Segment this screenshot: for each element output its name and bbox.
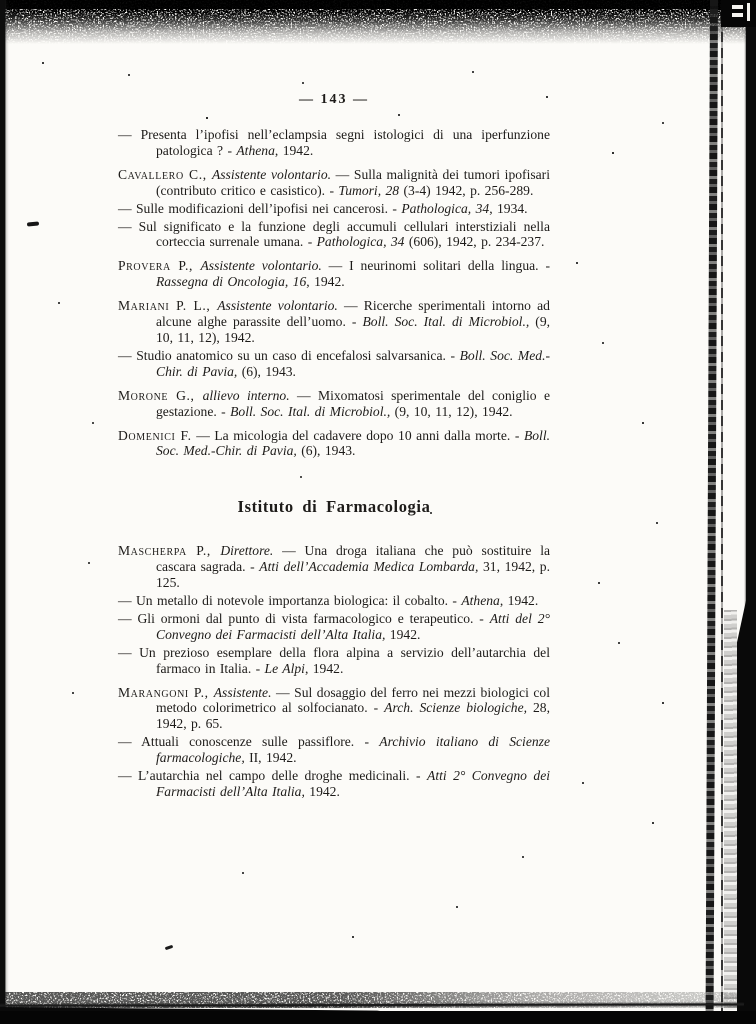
italic-text: Rassegna di Oncologia, 16	[156, 274, 307, 290]
entry-text: — Gli ormoni dal punto di vista farmacologico e terapeutico. -	[118, 610, 490, 626]
entry-text: 1942.	[385, 626, 421, 642]
author-name: Mascherpa P.,	[118, 543, 221, 559]
italic-text: Boll. Soc. Ital. di Microbiol.,	[362, 314, 530, 330]
entry-text: — Attuali conoscenze sulle passiflore. -	[118, 734, 380, 750]
italic-text: Assistente volontario.	[211, 166, 332, 182]
italic-text: Boll. Soc. Ital. di Microbiol.,	[230, 403, 391, 419]
entry-text: — Ricerche sperimentali intorno ad alcune alghe parassite dell’uomo. -	[156, 298, 550, 330]
entry-text: — Un metallo di notevole importanza biologica: il cobalto. -	[118, 593, 462, 609]
page-edge-right-bottom	[737, 600, 756, 1024]
italic-text: Le Alpi	[264, 660, 305, 676]
entry-text: , 1942.	[304, 660, 344, 676]
bibliography-entry	[118, 593, 550, 609]
scan-grain-texture	[0, 0, 756, 44]
italic-text: Assistente.	[213, 684, 272, 700]
bibliography-entry	[118, 388, 550, 420]
entry-text: — I neurinomi solitari della lingua. -	[321, 258, 550, 274]
author-name: Domenici F.	[118, 427, 192, 443]
italic-text: Atti 2° Convegno dei Farmacisti dell’Alta Italia,	[156, 768, 550, 799]
italic-text: Athena	[461, 593, 500, 609]
bibliography-entry	[118, 645, 550, 677]
ink-dash-mark	[27, 221, 39, 226]
italic-text: Atti del 2° Convegno dei Farmacisti dell’Alta Italia,	[156, 610, 550, 642]
italic-text: Archivio italiano di Scienze farmacologiche,	[156, 734, 550, 766]
italic-text: Direttore.	[220, 543, 274, 559]
corner-white-mark	[747, 3, 750, 21]
italic-text: Athena	[236, 142, 275, 158]
page-number: — 143 —	[299, 92, 369, 107]
entry-text: — Sul dosaggio del ferro nei mezzi biologici col metodo colorimetrico al solfocianato. -	[156, 684, 550, 716]
entry-text: — Un prezioso esemplare della flora alpina a servizio dell’autarchia del farmaco in Italia. -	[118, 644, 550, 676]
entry-text: 1942.	[304, 784, 340, 799]
bibliography-entry	[118, 734, 550, 766]
bibliography-entry	[118, 611, 550, 643]
bibliography-entry	[118, 543, 550, 591]
entry-text: II, 1942.	[244, 750, 297, 766]
bibliography-entry	[118, 167, 550, 199]
bibliography-entry	[118, 127, 550, 159]
page-edge-right-top	[746, 0, 756, 650]
scan-noise-top-band	[0, 0, 756, 44]
entry-text: — Presenta l’ipofisi nell’eclampsia segni istologici di una iperfunzione patologica ? -	[118, 127, 550, 158]
italic-text: Assistente volontario.	[217, 298, 338, 314]
entry-text: , 1934.	[489, 200, 528, 216]
author-name: Provera P.,	[118, 258, 201, 274]
author-name: Morone G.,	[118, 387, 203, 403]
entry-text: (9, 10, 11, 12), 1942.	[156, 314, 551, 345]
entry-text: — Sulle modificazioni dell’ipofisi nei cancerosi. -	[118, 200, 402, 216]
text-block	[118, 92, 550, 800]
bibliography	[118, 127, 550, 800]
italic-text: Pathologica, 34	[401, 200, 490, 216]
binding-thin-line	[721, 0, 723, 1024]
section-heading: Istituto di Farmacologia	[237, 497, 431, 517]
entry-text: , 1942.	[306, 274, 345, 290]
italic-text: Arch. Scienze biologiche,	[384, 700, 528, 716]
bibliography-entry	[118, 768, 550, 800]
page-edge-left-strip	[0, 0, 5, 1024]
entry-text: (6), 1943.	[296, 443, 356, 459]
entry-text: — La micologia del cadavere dopo 10 anni dalla morte. -	[191, 427, 524, 443]
page-edge-right-texture	[724, 610, 737, 1010]
entry-text: 28, 1942, p. 65.	[156, 700, 551, 732]
entry-text: — Studio anatomico su un caso di encefalosi salvarsanica. -	[118, 347, 460, 363]
bibliography-entry	[118, 201, 550, 217]
bibliography-entry	[118, 219, 550, 251]
italic-text: Atti dell’Accademia Medica Lombarda,	[259, 559, 479, 575]
italic-text: Tumori, 28	[338, 182, 400, 198]
bibliography-entry	[118, 258, 550, 290]
italic-text: Boll. Soc. Med.-Chir. di Pavia,	[156, 347, 550, 379]
ink-blot-mark	[165, 945, 174, 950]
entry-text: (9, 10, 11, 12), 1942.	[390, 403, 513, 419]
italic-text: Boll. Soc. Med.-Chir. di Pavia,	[156, 427, 550, 459]
entry-text: — Sul significato e la funzione degli accumuli cellulari interstiziali nella corteccia surrenale umana. -	[118, 218, 550, 250]
author-name: Marangoni P.,	[118, 684, 214, 700]
entry-text: — L’autarchia nel campo delle droghe medicinali. -	[118, 768, 428, 784]
bibliography-entry	[118, 298, 550, 346]
entry-text: , 1942.	[499, 593, 539, 609]
author-name: Mariani P. L.,	[118, 298, 218, 314]
corner-white-mark	[732, 5, 743, 9]
entry-text: (3-4) 1942, p. 256-289.	[399, 182, 534, 198]
author-name: Cavallero C.,	[118, 166, 212, 182]
entry-text: (6), 1943.	[237, 363, 296, 379]
scan-bottom-black-band	[0, 1011, 756, 1024]
italic-text: allievo interno.	[202, 387, 290, 403]
entry-text: — Sulla malignità dei tumori ipofisari (contributo critico e casistico). -	[156, 166, 550, 198]
adjacent-page-corner-blob	[721, 0, 756, 27]
italic-text: Pathologica, 34	[316, 234, 405, 250]
bibliography-entry	[118, 428, 550, 460]
entry-text: (606), 1942, p. 234-237.	[404, 234, 545, 250]
scan-dust-specks	[0, 0, 2, 2]
corner-white-mark	[732, 13, 743, 17]
bibliography-entry	[118, 685, 550, 733]
entry-text: 31, 1942, p. 125.	[156, 559, 550, 591]
binding-shadow-streak	[706, 0, 718, 1024]
italic-text: Assistente volontario.	[200, 258, 322, 274]
entry-text: — Una droga italiana che può sostituire la cascara sagrada. -	[156, 543, 551, 575]
entry-text: — Mixomatosi sperimentale del coniglio e gestazione. -	[156, 387, 550, 419]
entry-text: , 1942.	[274, 142, 314, 158]
bibliography-entry	[118, 348, 550, 380]
